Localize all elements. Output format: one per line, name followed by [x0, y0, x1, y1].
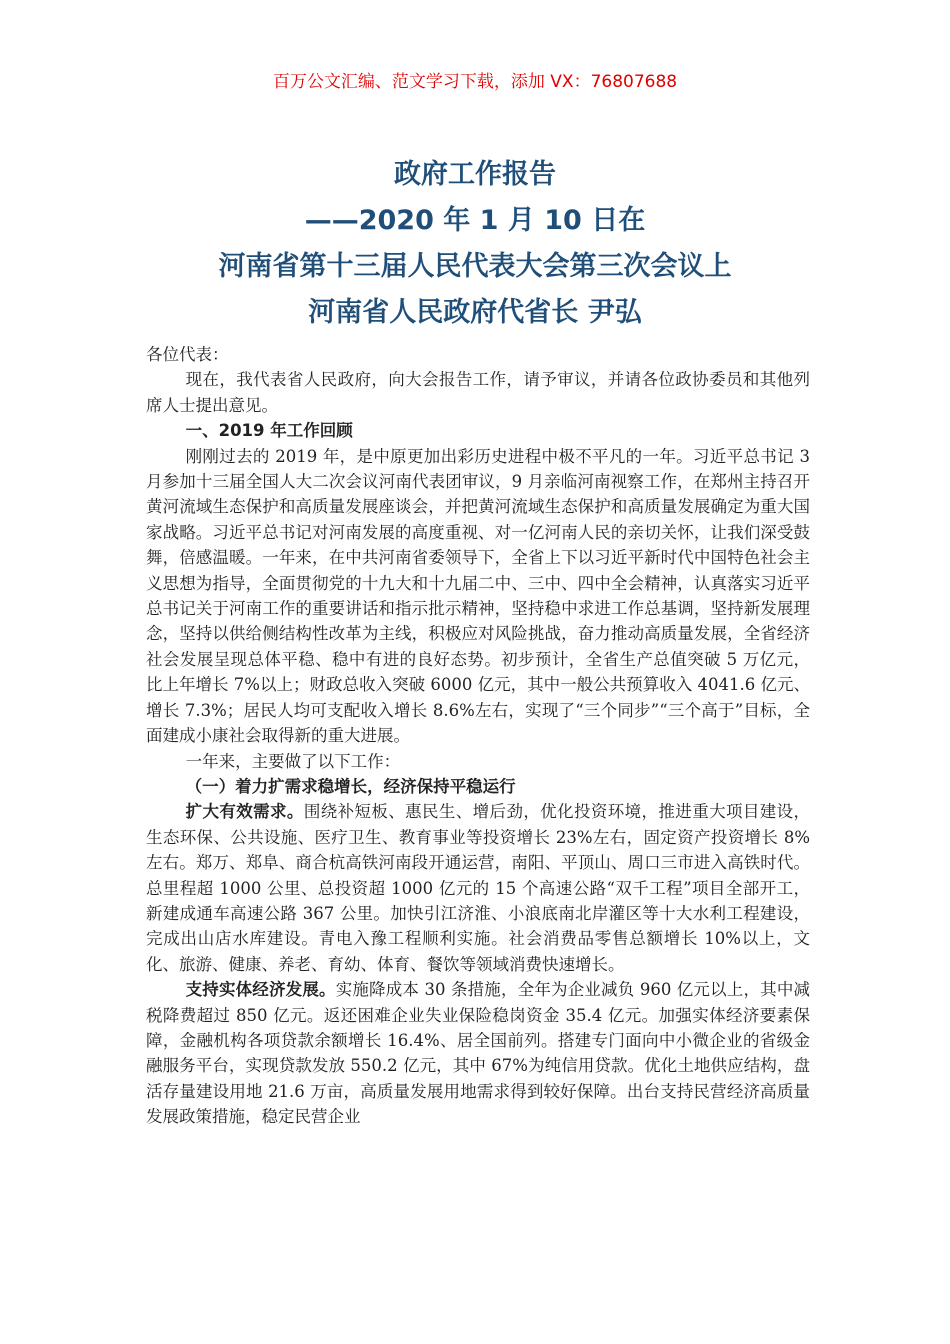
review-paragraph: 刚刚过去的 2019 年，是中原更加出彩历史进程中极不平凡的一年。习近平总书记 3 月参加十三届全国人大二次会议河南代表团审议，9 月亲临河南视察工作，在郑州主持召开黄河流域生态保护和高质量发展座谈会，并把黄河流域生态保护和高质量发展确定为重大国家战略。习近平总书记对河南发展的高度重视、对一亿河南人民的亲切关怀，让我们深受鼓舞，倍感温暖。一年来，在中共河南省委领导下，全省上下以习近平新时代中国特色社会主义思想为指导，全面贯彻党的十九大和十九届二中、三中、四中全会精神，认真落实习近平总书记关于河南工作的重要讲话和指示批示精神，坚持稳中求进工作总基调，坚持新发展理念，坚持以供给侧结构性改革为主线，积极应对风险挑战，奋力推动高质量发展，全省经济社会发展呈现总体平稳、稳中有进的良好态势。初步预计，全省生产总值突破 5 万亿元，比上年增长 7%以上；财政总收入突破 6000 亿元，其中一般公共预算收入 4041.6 亿元、增长 7.3%；居民人均可支配收入增长 8.6%左右，实现了“三个同步”“三个高于”目标，全面建成小康社会取得新的重大进展。 — [146, 446, 810, 746]
intro-paragraph: 现在，我代表省人民政府，向大会报告工作，请予审议，并请各位政协委员和其他列席人士提出意见。 — [146, 370, 810, 415]
title-line-4: 河南省人民政府代省长 尹弘 — [308, 297, 642, 328]
section-heading-1: 一、2019 年工作回顾 — [185, 421, 353, 441]
paragraph-expand-demand — [146, 799, 810, 977]
salutation: 各位代表： — [146, 345, 229, 364]
subsection-heading-1: （一）着力扩需求稳增长，经济保持平稳运行 — [185, 776, 516, 796]
paragraph-text: 围绕补短板、惠民生、增后劲，优化投资环境，推进重大项目建设，生态环保、公共设施、医疗卫生、教育事业等投资增长 23%左右，固定资产投资增长 8%左右。郑万、郑阜、商合杭高铁河南段开通运营，南阳、平顶山、周口三市进入高铁时代。总里程超 1000 公里、总投资超 1000 亿元的 15 个高速公路“双千工程”项目全部开工，新建成通车高速公路 367 公里。加快引江济淮、小浪底南北岸灌区等十大水利工程建设，完成出山店水库建设。青电入豫工程顺利实施。社会消费品零售总额增长 10%以上，文化、旅游、健康、养老、育幼、体育、餐饮等领域消费快速增长。 — [146, 802, 811, 974]
title-line-1: 政府工作报告 — [394, 159, 556, 190]
document-title — [0, 152, 950, 336]
paragraph-real-economy — [146, 977, 810, 1129]
paragraph-lead: 扩大有效需求。 — [185, 802, 304, 822]
watermark-text: 百万公文汇编、范文学习下载，添加 VX：76807688 — [272, 72, 678, 92]
document-body — [146, 342, 810, 1130]
work-intro-paragraph: 一年来，主要做了以下工作： — [185, 751, 401, 771]
paragraph-lead: 支持实体经济发展。 — [185, 980, 336, 1000]
title-line-2: ——2020 年 1 月 10 日在 — [304, 205, 646, 236]
paragraph-text: 实施降成本 30 条措施，全年为企业减负 960 亿元以上，其中减税降费超过 850 亿元。返还困难企业失业保险稳岗资金 35.4 亿元。加强实体经济要素保障，金融机构各项贷款余额增长 16.4%、居全国前列。搭建专门面向中小微企业的省级金融服务平台，实现贷款发放 550.2 亿元，其中 67%为纯信用贷款。优化土地供应结构，盘活存量建设用地 21.6 万亩，高质量发展用地需求得到较好保障。出台支持民营经济高质量发展政策措施，稳定民营企业 — [146, 980, 810, 1127]
title-line-3: 河南省第十三届人民代表大会第三次会议上 — [218, 251, 732, 282]
